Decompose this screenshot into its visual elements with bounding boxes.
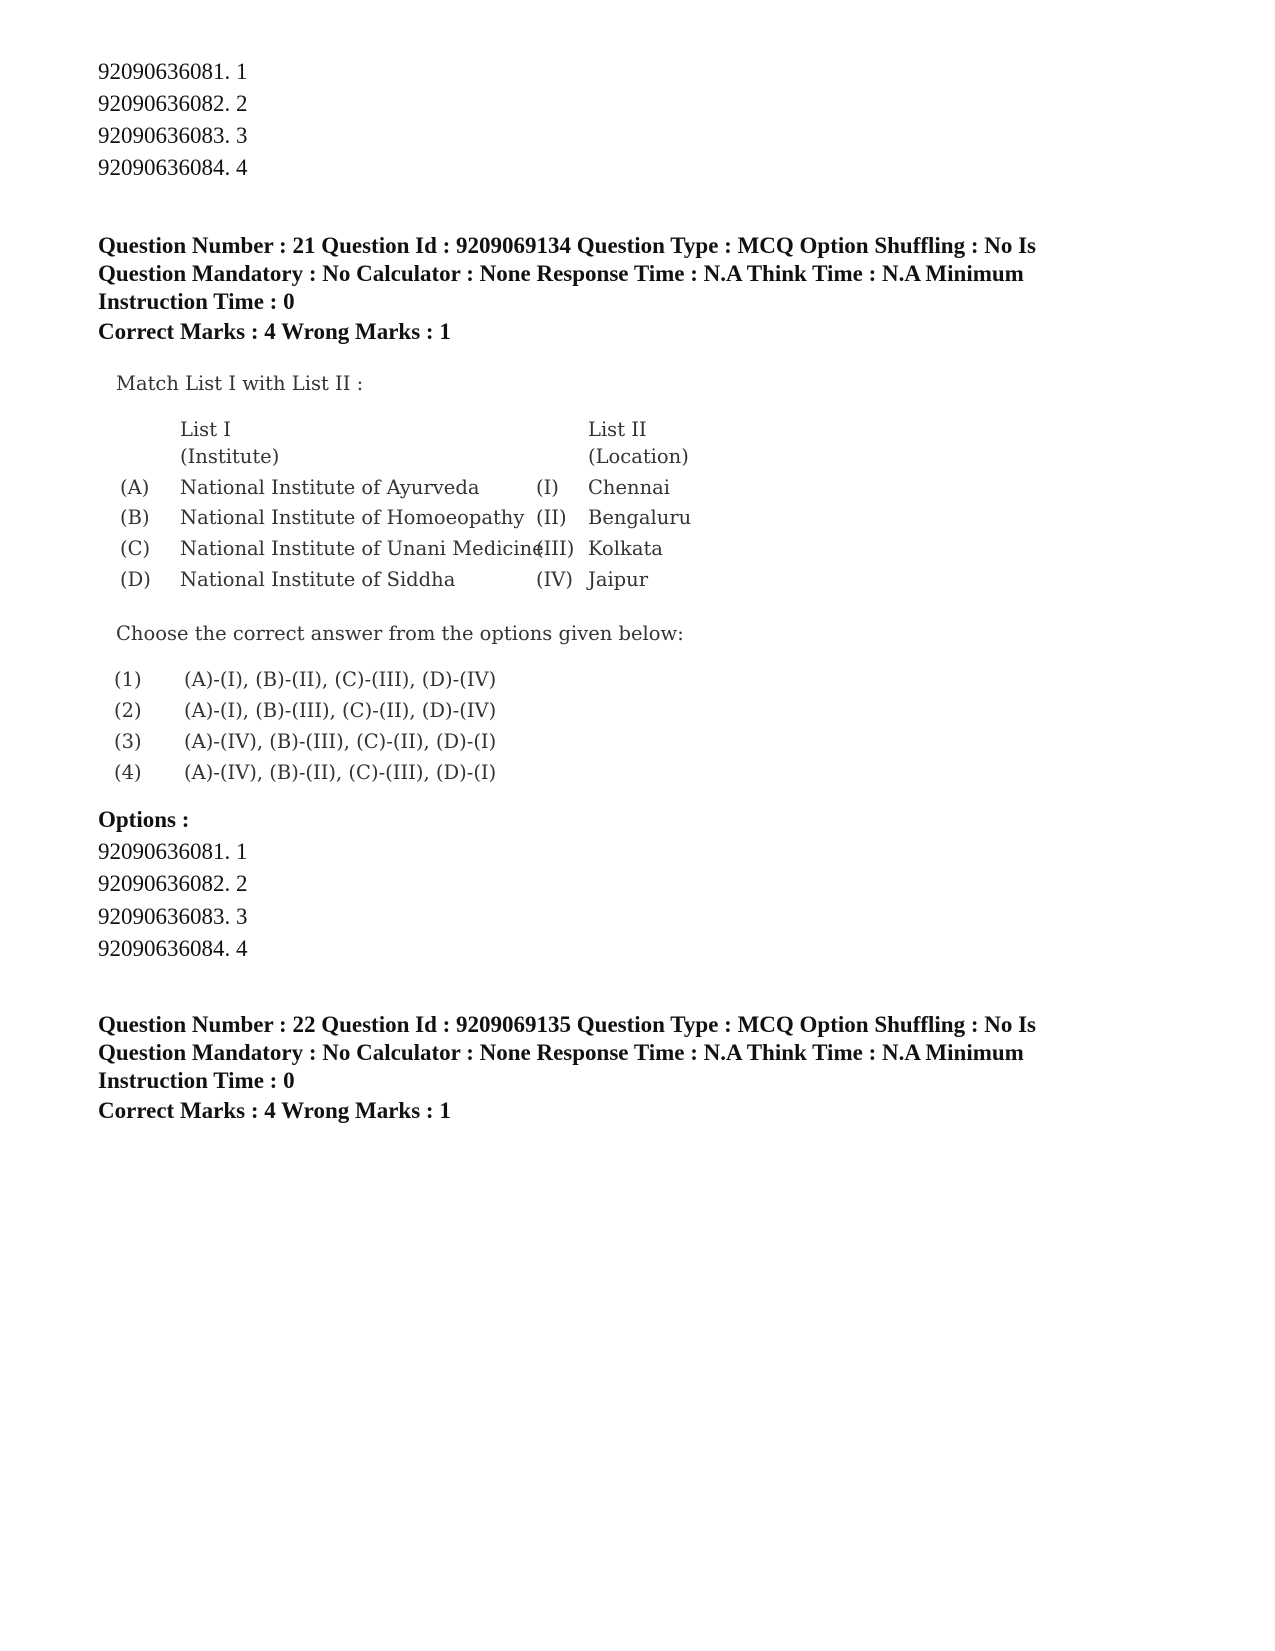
choose-instruction: Choose the correct answer from the options given below: bbox=[116, 622, 684, 645]
prev-option-4: 92090636084. 4 bbox=[98, 155, 248, 180]
row-a-label: (A) bbox=[120, 476, 150, 499]
match-prompt: Match List I with List II : bbox=[116, 372, 364, 395]
row-b-institute: National Institute of Homoeopathy bbox=[180, 506, 525, 529]
row-a-institute: National Institute of Ayurveda bbox=[180, 476, 480, 499]
question-21-option-1: 92090636081. 1 bbox=[98, 839, 248, 864]
question-21-option-3: 92090636083. 3 bbox=[98, 904, 248, 929]
row-d-location: Jaipur bbox=[588, 568, 649, 591]
question-21-options-heading: Options : bbox=[98, 807, 190, 832]
list-1-subheading: (Institute) bbox=[180, 445, 280, 468]
question-22-marks: Correct Marks : 4 Wrong Marks : 1 bbox=[98, 1098, 451, 1123]
question-21-image bbox=[110, 372, 750, 830]
list-1-heading: List I bbox=[180, 418, 231, 441]
row-d-numeral: (IV) bbox=[536, 568, 574, 591]
prev-option-3: 92090636083. 3 bbox=[98, 123, 248, 148]
list-2-heading: List II bbox=[588, 418, 647, 441]
row-b-location: Bengaluru bbox=[588, 506, 692, 529]
question-21-meta bbox=[98, 232, 1188, 316]
row-c-label: (C) bbox=[120, 537, 151, 560]
prev-option-2: 92090636082. 2 bbox=[98, 91, 248, 116]
row-b-numeral: (II) bbox=[536, 506, 567, 529]
question-21-meta-line-2: Question Mandatory : No Calculator : None Response Time : N.A Think Time : N.A Minimum bbox=[98, 261, 1024, 286]
row-c-numeral: (III) bbox=[536, 537, 575, 560]
row-d-label: (D) bbox=[120, 568, 151, 591]
row-c-institute: National Institute of Unani Medicine bbox=[180, 537, 544, 560]
row-b-label: (B) bbox=[120, 506, 150, 529]
question-21-meta-line-3: Instruction Time : 0 bbox=[98, 289, 295, 314]
prev-option-1: 92090636081. 1 bbox=[98, 59, 248, 84]
question-21-marks: Correct Marks : 4 Wrong Marks : 1 bbox=[98, 319, 451, 344]
row-d-institute: National Institute of Siddha bbox=[180, 568, 456, 591]
question-22-meta bbox=[98, 1011, 1188, 1095]
row-c-location: Kolkata bbox=[588, 537, 663, 560]
question-22-meta-line-1: Question Number : 22 Question Id : 9209069135 Question Type : MCQ Option Shuffling : No Is bbox=[98, 1012, 1037, 1037]
choice-1-number: (1) bbox=[114, 668, 142, 691]
choice-3-number: (3) bbox=[114, 730, 142, 753]
row-a-numeral: (I) bbox=[536, 476, 559, 499]
choice-4-number: (4) bbox=[114, 761, 142, 784]
choice-4-text: (A)-(IV), (B)-(II), (C)-(III), (D)-(I) bbox=[184, 761, 497, 784]
choice-2-number: (2) bbox=[114, 699, 142, 722]
question-21-option-2: 92090636082. 2 bbox=[98, 871, 248, 896]
question-22-meta-line-2: Question Mandatory : No Calculator : None Response Time : N.A Think Time : N.A Minimum bbox=[98, 1040, 1024, 1065]
list-2-subheading: (Location) bbox=[588, 445, 689, 468]
choice-1-text: (A)-(I), (B)-(II), (C)-(III), (D)-(IV) bbox=[184, 668, 497, 691]
question-21-option-4: 92090636084. 4 bbox=[98, 936, 248, 961]
choice-2-text: (A)-(I), (B)-(III), (C)-(II), (D)-(IV) bbox=[184, 699, 497, 722]
question-22-meta-line-3: Instruction Time : 0 bbox=[98, 1068, 295, 1093]
row-a-location: Chennai bbox=[588, 476, 670, 499]
choice-3-text: (A)-(IV), (B)-(III), (C)-(II), (D)-(I) bbox=[184, 730, 497, 753]
question-21-meta-line-1: Question Number : 21 Question Id : 9209069134 Question Type : MCQ Option Shuffling : No Is bbox=[98, 233, 1037, 258]
